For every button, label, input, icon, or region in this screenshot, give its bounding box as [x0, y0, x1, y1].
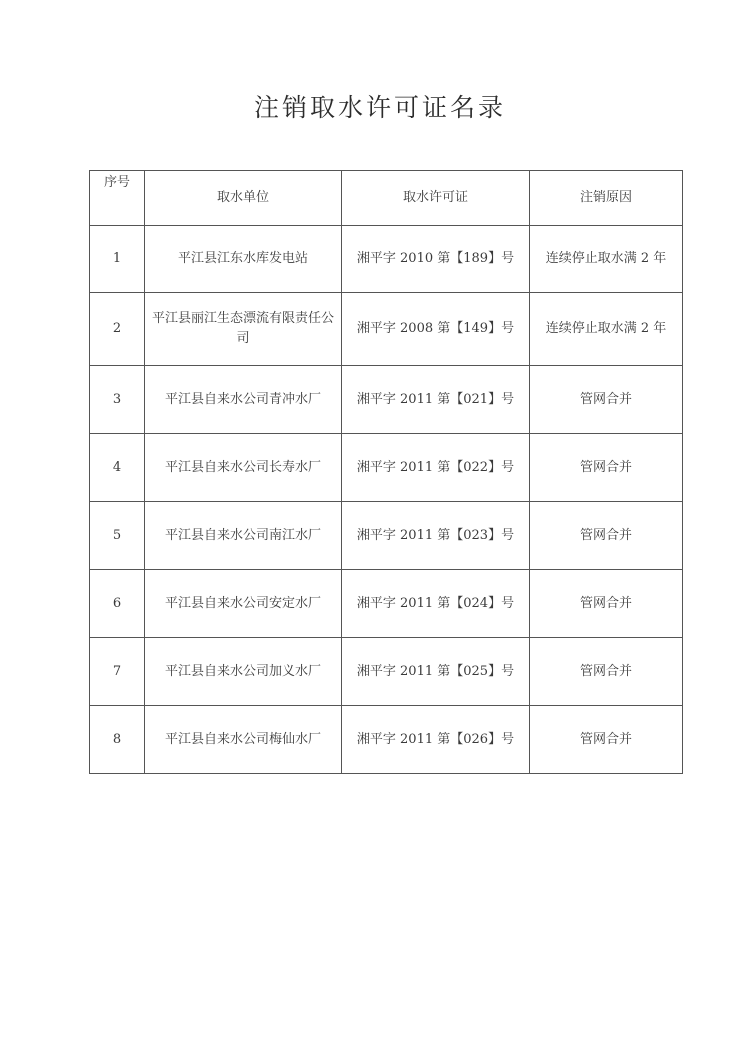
cell-permit: 湘平字 2011 第【026】号 — [342, 706, 530, 774]
cell-permit: 湘平字 2011 第【023】号 — [342, 502, 530, 570]
header-permit: 取水许可证 — [342, 171, 530, 226]
cell-unit: 平江县自来水公司加义水厂 — [145, 638, 342, 706]
cell-seq: 6 — [90, 570, 145, 638]
cell-permit: 湘平字 2011 第【025】号 — [342, 638, 530, 706]
cell-permit: 湘平字 2011 第【021】号 — [342, 366, 530, 434]
header-seq: 序号 — [90, 171, 145, 226]
cell-unit: 平江县自来水公司南江水厂 — [145, 502, 342, 570]
table-row — [90, 226, 683, 293]
cell-unit: 平江县丽江生态漂流有限责任公司 — [145, 293, 342, 366]
table-row — [90, 366, 683, 434]
cell-seq: 3 — [90, 366, 145, 434]
table-row — [90, 434, 683, 502]
page-title: 注销取水许可证名录 — [253, 93, 506, 122]
cell-seq: 5 — [90, 502, 145, 570]
table-row — [90, 570, 683, 638]
cell-permit: 湘平字 2011 第【024】号 — [342, 570, 530, 638]
cell-unit: 平江县自来水公司梅仙水厂 — [145, 706, 342, 774]
table-row — [90, 638, 683, 706]
cell-reason: 管网合并 — [530, 434, 683, 502]
cell-reason: 管网合并 — [530, 638, 683, 706]
cell-reason: 管网合并 — [530, 502, 683, 570]
cell-reason: 管网合并 — [530, 366, 683, 434]
cell-unit: 平江县自来水公司安定水厂 — [145, 570, 342, 638]
header-reason: 注销原因 — [530, 171, 683, 226]
cell-permit: 湘平字 2008 第【149】号 — [342, 293, 530, 366]
cell-permit: 湘平字 2010 第【189】号 — [342, 226, 530, 293]
table-row — [90, 293, 683, 366]
cell-seq: 1 — [90, 226, 145, 293]
table-row — [90, 502, 683, 570]
cell-reason: 连续停止取水满 2 年 — [530, 226, 683, 293]
cell-reason: 管网合并 — [530, 706, 683, 774]
permit-cancellation-table — [89, 170, 683, 774]
table-row — [90, 706, 683, 774]
cell-permit: 湘平字 2011 第【022】号 — [342, 434, 530, 502]
cell-unit: 平江县自来水公司长寿水厂 — [145, 434, 342, 502]
cell-seq: 7 — [90, 638, 145, 706]
cell-reason: 连续停止取水满 2 年 — [530, 293, 683, 366]
cell-unit: 平江县江东水库发电站 — [145, 226, 342, 293]
cell-seq: 2 — [90, 293, 145, 366]
cell-reason: 管网合并 — [530, 570, 683, 638]
table-header-row — [90, 171, 683, 226]
cell-seq: 4 — [90, 434, 145, 502]
cell-seq: 8 — [90, 706, 145, 774]
cell-unit: 平江县自来水公司青冲水厂 — [145, 366, 342, 434]
header-unit: 取水单位 — [145, 171, 342, 226]
